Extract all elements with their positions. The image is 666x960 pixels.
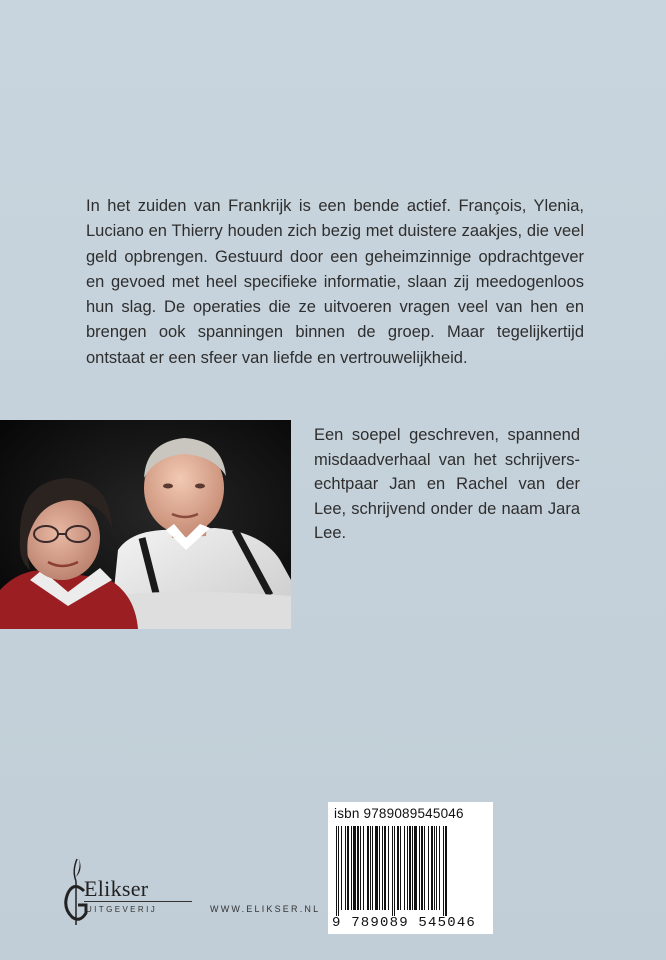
barcode-bar: [439, 826, 440, 910]
barcode-bar: [424, 826, 425, 910]
barcode-bar: [360, 826, 361, 910]
barcode-bar: [436, 826, 437, 910]
barcode-bar: [370, 826, 371, 910]
authors-photo-illustration: [0, 420, 291, 629]
barcode-bar: [394, 826, 395, 916]
barcode-bar: [379, 826, 380, 910]
publisher-name: Elikser: [84, 876, 149, 901]
barcode-bar: [392, 826, 393, 916]
barcode-bar: [397, 826, 399, 910]
publisher-subtitle: UITGEVERIJ: [86, 905, 158, 914]
barcode-bar: [384, 826, 386, 910]
barcode-bar: [407, 826, 408, 910]
barcode-bar: [404, 826, 405, 910]
barcode-bar: [412, 826, 413, 910]
barcode-bar: [421, 826, 423, 910]
barcode-bar: [345, 826, 346, 910]
barcode-bar: [431, 826, 433, 910]
barcode-bar: [338, 826, 339, 916]
barcode-bar: [400, 826, 401, 910]
barcode-bar: [336, 826, 337, 916]
barcode-bar: [353, 826, 356, 910]
barcode-bar: [357, 826, 359, 910]
barcode-bar: [351, 826, 352, 910]
barcode-bar: [443, 826, 444, 916]
logo-divider: [84, 901, 192, 902]
isbn-barcode: [328, 802, 493, 934]
barcode-bar: [363, 826, 364, 910]
publisher-url: WWW.ELIKSER.NL: [210, 904, 321, 914]
barcode-bar: [382, 826, 383, 910]
barcode-bar: [445, 826, 447, 916]
promo-text: Een soepel geschreven, spannend misdaadverhaal van het schrijversechtpaar Jan en Rachel van der Lee, schrijvend onder de naam Jara Lee.: [314, 426, 580, 542]
barcode-bar: [341, 826, 342, 910]
isbn-label: isbn 9789089545046: [334, 806, 464, 821]
isbn-digits: 9 789089 545046: [332, 915, 477, 931]
barcode-bar: [414, 826, 417, 910]
barcode-bar: [375, 826, 378, 910]
barcode-bar: [388, 826, 389, 910]
barcode-bar: [347, 826, 349, 910]
barcode-bar: [428, 826, 429, 910]
barcode-bar: [419, 826, 420, 910]
barcode-bar: [434, 826, 435, 910]
barcode-bar: [409, 826, 411, 910]
barcode-bar: [372, 826, 373, 910]
barcode-bars: [334, 826, 487, 916]
authors-photo: [0, 420, 291, 629]
synopsis-text: In het zuiden van Frankrijk is een bende actief. François, Ylenia, Luciano en Thierry houden zich bezig met duistere zaakjes, die veel geld opbrengen. Gestuurd door een geheimzinnige opdrachtgever en gevoed met heel specifieke informatie, slaan zij meedogenloos hun slag. De operaties die ze uitvoeren vragen veel van hen en brengen ook spanningen binnen de groep. Maar tegelijkertijd ontstaat er een sfeer van liefde en vertrouwelijkheid.: [86, 197, 584, 367]
publisher-logo: [62, 855, 202, 927]
barcode-bar: [367, 826, 369, 910]
